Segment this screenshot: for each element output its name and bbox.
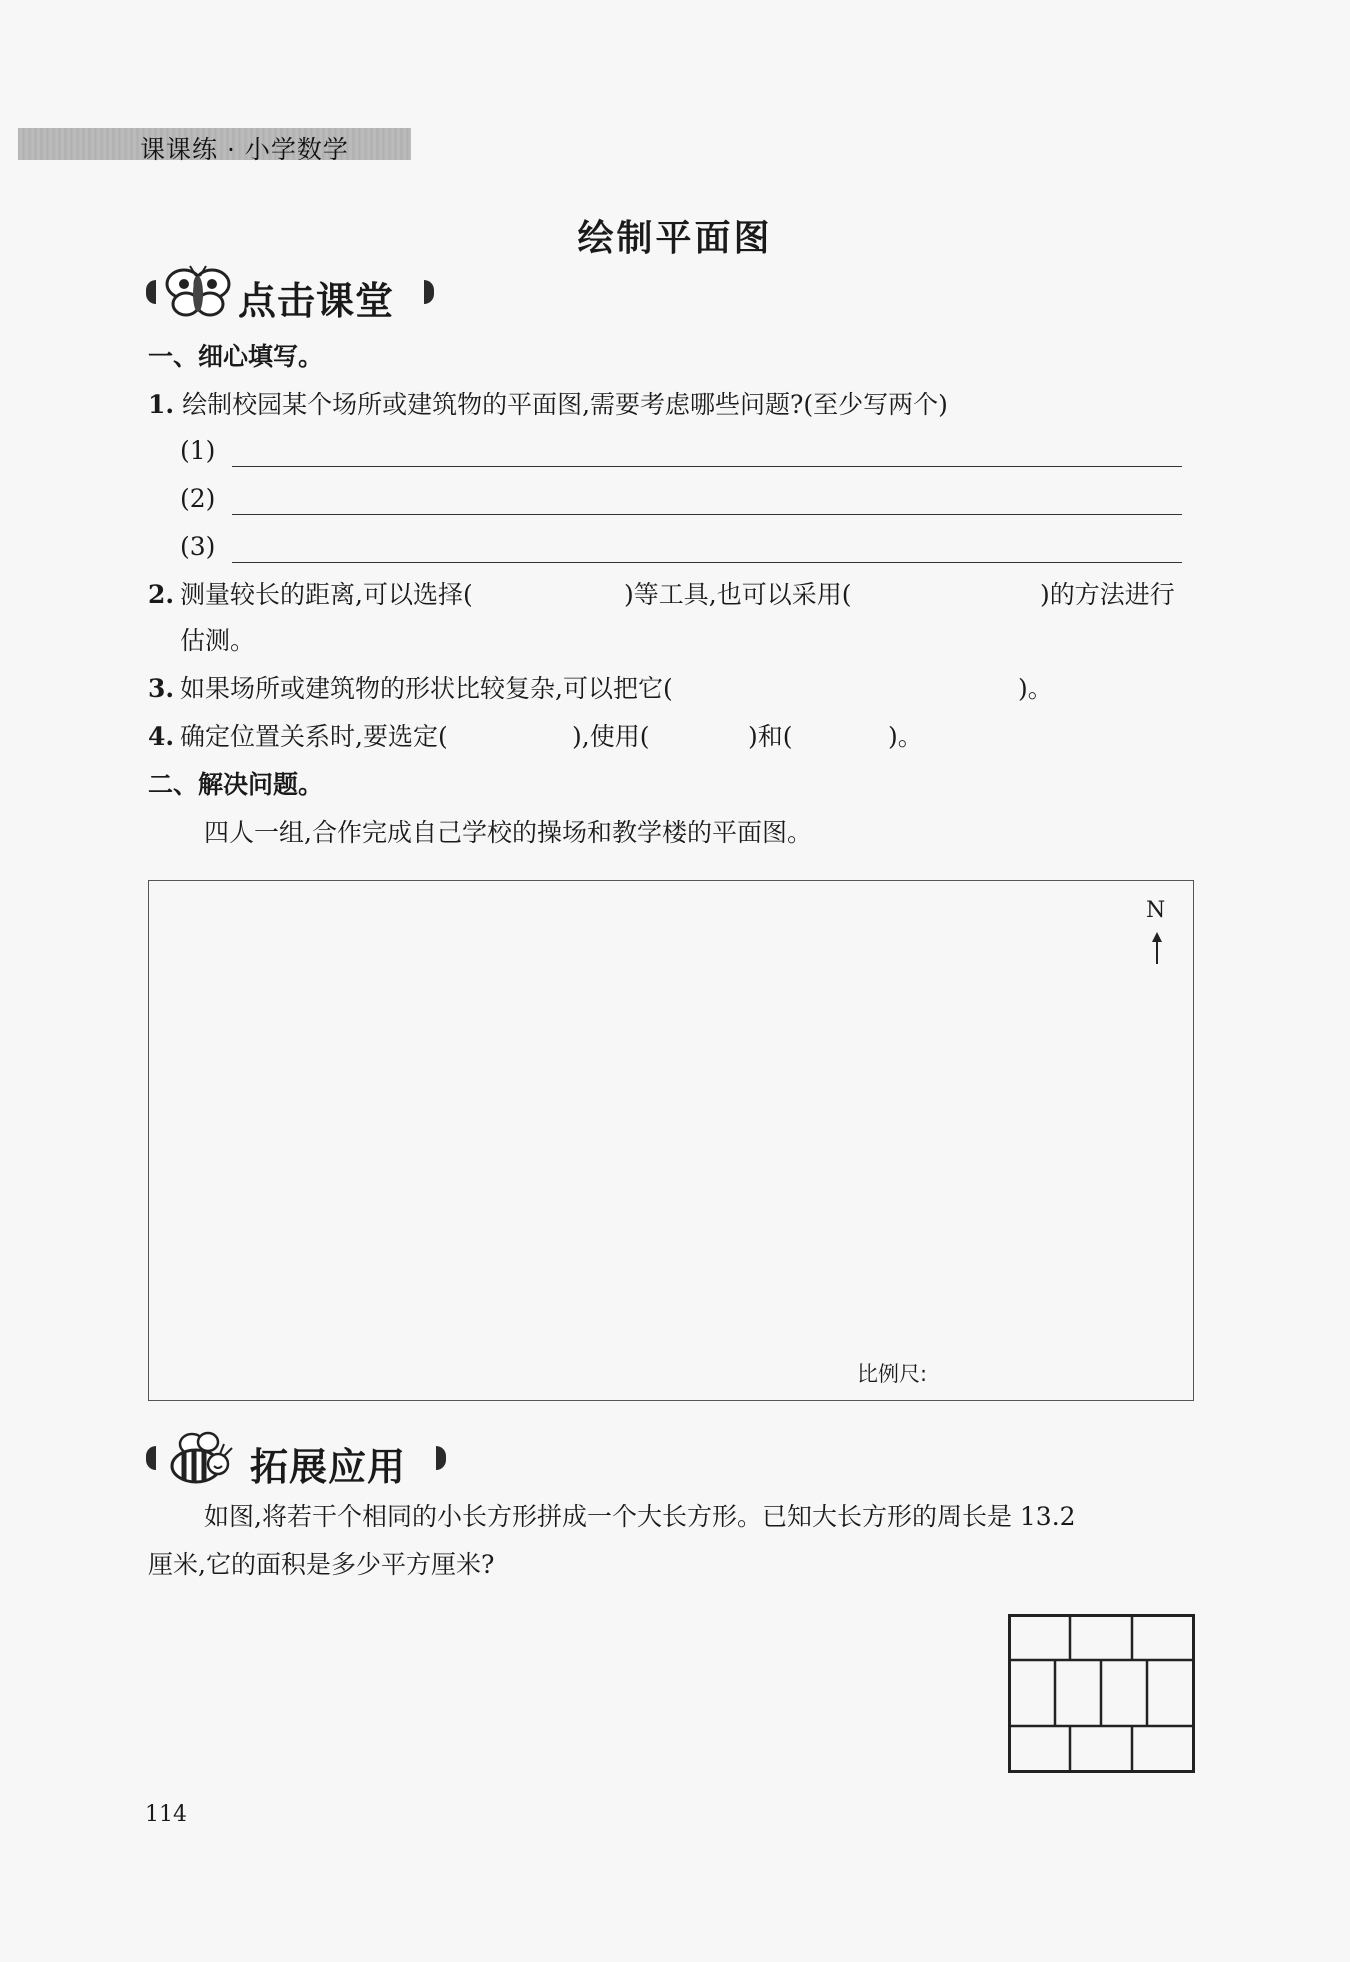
scale-label: 比例尺: (857, 1362, 928, 1386)
question-1-number: 1. (148, 390, 175, 419)
badge-left-cap (146, 280, 156, 304)
question-2-part-a: 测量较长的距离,可以选择( (180, 580, 473, 609)
question-4-part-c: )和( (748, 722, 793, 751)
answer-line-3-label: (3) (180, 532, 216, 561)
book-header-text: 课课练 · 小学数学 (140, 135, 349, 164)
badge-right-cap (424, 280, 434, 304)
rectangles-figure (1008, 1614, 1196, 1774)
bee-icon (162, 1430, 238, 1486)
badge-right-cap (436, 1446, 446, 1470)
question-3-part-a: 如果场所或建筑物的形状比较复杂,可以把它( (180, 674, 673, 703)
part1-heading: 一、细心填写。 (148, 342, 324, 371)
question-1-text: 绘制校园某个场所或建筑物的平面图,需要考虑哪些问题?(至少写两个) (182, 390, 948, 419)
answer-line-3[interactable] (232, 562, 1182, 563)
question-4-part-b: ),使用( (572, 722, 650, 751)
butterfly-icon (162, 264, 234, 320)
page-title: 绘制平面图 (577, 218, 773, 259)
book-header-band (18, 128, 411, 164)
extension-text-line-1: 如图,将若干个相同的小长方形拼成一个大长方形。已知大长方形的周长是 13.2 (204, 1502, 1076, 1531)
question-1 (148, 390, 948, 420)
section-badge-label: 点击课堂 (238, 279, 395, 323)
part2-instruction: 四人一组,合作完成自己学校的操场和教学楼的平面图。 (204, 818, 812, 847)
section-badge-extension (146, 1430, 446, 1489)
answer-line-2[interactable] (232, 514, 1182, 515)
north-label: N (1146, 898, 1166, 923)
question-2-part-c: )的方法进行 (1040, 580, 1175, 609)
question-3-part-b: )。 (1018, 674, 1053, 703)
question-4-number: 4. (148, 722, 175, 751)
badge-left-cap (146, 1446, 156, 1470)
answer-line-1[interactable] (232, 466, 1182, 467)
question-2-number: 2. (148, 580, 175, 609)
answer-line-2-label: (2) (180, 484, 216, 513)
extension-text-line-2: 厘米,它的面积是多少平方厘米? (148, 1550, 495, 1579)
answer-line-1-label: (1) (180, 436, 216, 465)
question-2-part-d: 估测。 (180, 626, 256, 655)
page-number: 114 (145, 1802, 187, 1827)
question-4-part-d: )。 (888, 722, 923, 751)
section-badge-label: 拓展应用 (250, 1445, 407, 1489)
part2-heading: 二、解决问题。 (148, 770, 324, 799)
question-3-number: 3. (148, 674, 175, 703)
question-2-part-b: )等工具,也可以采用( (624, 580, 852, 609)
drawing-area[interactable] (148, 880, 1194, 1401)
question-4-part-a: 确定位置关系时,要选定( (180, 722, 448, 751)
section-badge-classroom (146, 264, 446, 323)
north-arrow-icon (1150, 932, 1164, 964)
